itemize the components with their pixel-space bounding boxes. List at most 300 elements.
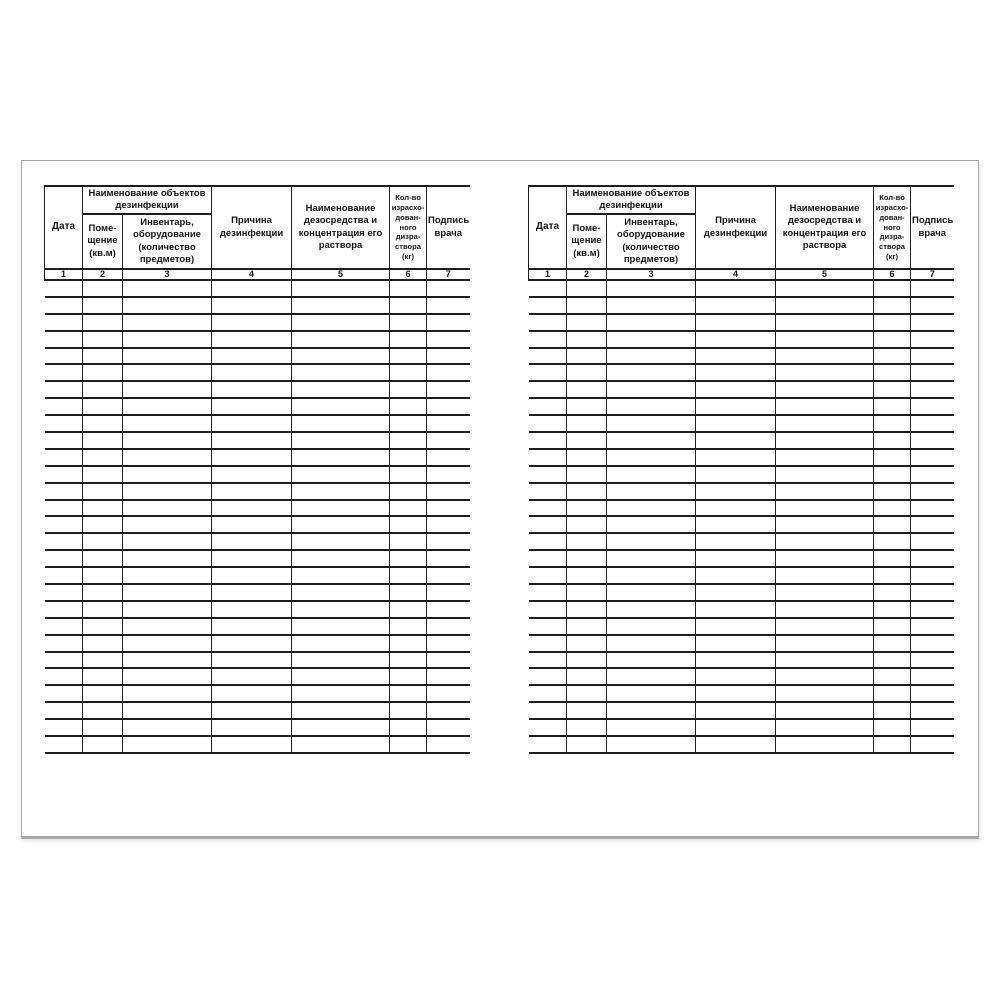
table-cell (607, 500, 696, 517)
table-cell (427, 736, 470, 753)
table-cell (427, 601, 470, 618)
table-cell (83, 550, 123, 567)
table-cell (427, 466, 470, 483)
table-cell (696, 466, 776, 483)
header-cell-inventory: Инвентарь, оборудование (количество предметов) (123, 214, 212, 269)
table-cell (123, 432, 212, 449)
table-cell (696, 719, 776, 736)
table-cell (45, 348, 83, 365)
table-cell (874, 466, 911, 483)
table-row (529, 449, 954, 466)
header-cell-disinfectant: Наименование дезосредства и концентрация его раствора (776, 186, 874, 269)
table-cell (292, 635, 390, 652)
table-cell (292, 584, 390, 601)
table-cell (696, 297, 776, 314)
table-cell (529, 550, 567, 567)
table-cell (83, 567, 123, 584)
column-number: 2 (83, 269, 123, 280)
table-cell (427, 381, 470, 398)
table-cell (83, 516, 123, 533)
table-cell (83, 719, 123, 736)
table-cell (390, 736, 427, 753)
table-cell (390, 702, 427, 719)
table-cell (83, 466, 123, 483)
header-cell-reason: Причина дезинфекции (212, 186, 292, 269)
column-number: 7 (427, 269, 470, 280)
table-cell (529, 618, 567, 635)
table-cell (607, 449, 696, 466)
table-cell (911, 483, 954, 500)
table-cell (83, 635, 123, 652)
header-cell-inventory: Инвентарь, оборудование (количество предметов) (607, 214, 696, 269)
table-cell (567, 719, 607, 736)
table-cell (874, 500, 911, 517)
table-cell (776, 685, 874, 702)
table-cell (529, 635, 567, 652)
table-cell (427, 618, 470, 635)
table-cell (123, 415, 212, 432)
table-cell (123, 736, 212, 753)
table-row (529, 331, 954, 348)
table-cell (45, 398, 83, 415)
table-cell (292, 668, 390, 685)
table-cell (292, 449, 390, 466)
table-cell (874, 432, 911, 449)
table-row (529, 702, 954, 719)
table-row (45, 635, 470, 652)
table-cell (427, 702, 470, 719)
table-cell (529, 652, 567, 669)
table-cell (45, 280, 83, 297)
table-cell (123, 364, 212, 381)
table-cell (911, 685, 954, 702)
table-cell (911, 601, 954, 618)
table-row (529, 668, 954, 685)
table-cell (390, 364, 427, 381)
table-cell (874, 533, 911, 550)
table-cell (874, 719, 911, 736)
table-cell (45, 314, 83, 331)
left-page-table (44, 185, 470, 754)
table-cell (212, 567, 292, 584)
table-cell (567, 381, 607, 398)
table-cell (874, 280, 911, 297)
table-cell (45, 601, 83, 618)
table-cell (427, 719, 470, 736)
table-cell (607, 668, 696, 685)
table-cell (390, 533, 427, 550)
table-cell (123, 550, 212, 567)
table-cell (567, 584, 607, 601)
table-cell (607, 736, 696, 753)
table-cell (911, 550, 954, 567)
table-cell (911, 364, 954, 381)
table-cell (427, 550, 470, 567)
table-cell (390, 381, 427, 398)
table-cell (123, 533, 212, 550)
table-cell (427, 567, 470, 584)
table-cell (696, 618, 776, 635)
table-cell (696, 449, 776, 466)
table-cell (83, 736, 123, 753)
table-cell (567, 364, 607, 381)
table-row (529, 466, 954, 483)
table-cell (212, 280, 292, 297)
table-cell (696, 500, 776, 517)
table-cell (45, 685, 83, 702)
table-cell (696, 348, 776, 365)
table-cell (427, 516, 470, 533)
table-cell (911, 533, 954, 550)
table-cell (123, 652, 212, 669)
table-cell (911, 415, 954, 432)
table-cell (292, 652, 390, 669)
table-cell (45, 702, 83, 719)
header-row-group (529, 186, 954, 214)
table-cell (292, 297, 390, 314)
table-cell (874, 483, 911, 500)
table-cell (45, 364, 83, 381)
table-cell (776, 635, 874, 652)
table-cell (776, 584, 874, 601)
table-row (45, 668, 470, 685)
table-cell (696, 280, 776, 297)
table-row (529, 432, 954, 449)
table-row (45, 364, 470, 381)
table-cell (874, 567, 911, 584)
table-cell (212, 635, 292, 652)
table-cell (696, 668, 776, 685)
table-row (45, 584, 470, 601)
table-cell (911, 449, 954, 466)
table-cell (529, 398, 567, 415)
table-cell (123, 702, 212, 719)
table-cell (83, 601, 123, 618)
table-cell (123, 719, 212, 736)
table-cell (567, 314, 607, 331)
table-cell (390, 331, 427, 348)
table-cell (874, 635, 911, 652)
table-cell (911, 314, 954, 331)
header-row-group (45, 186, 470, 214)
table-cell (607, 432, 696, 449)
table-cell (529, 483, 567, 500)
table-cell (776, 348, 874, 365)
table-cell (427, 314, 470, 331)
column-number: 1 (45, 269, 83, 280)
table-cell (212, 348, 292, 365)
table-cell (123, 280, 212, 297)
table-cell (567, 567, 607, 584)
table-cell (292, 364, 390, 381)
table-cell (123, 348, 212, 365)
table-row (529, 297, 954, 314)
table-cell (567, 736, 607, 753)
table-cell (874, 736, 911, 753)
table-cell (529, 297, 567, 314)
table-cell (529, 516, 567, 533)
table-cell (776, 668, 874, 685)
table-cell (83, 432, 123, 449)
table-cell (607, 635, 696, 652)
column-number: 7 (911, 269, 954, 280)
table-cell (696, 685, 776, 702)
table-cell (83, 500, 123, 517)
table-row (529, 483, 954, 500)
table-cell (874, 516, 911, 533)
table-cell (607, 483, 696, 500)
table-cell (83, 652, 123, 669)
table-cell (529, 601, 567, 618)
table-cell (911, 584, 954, 601)
table-row (529, 415, 954, 432)
table-cell (83, 668, 123, 685)
table-cell (776, 331, 874, 348)
table-cell (567, 280, 607, 297)
table-cell (607, 331, 696, 348)
table-cell (776, 533, 874, 550)
table-cell (911, 719, 954, 736)
table-cell (123, 381, 212, 398)
table-cell (292, 601, 390, 618)
table-cell (123, 601, 212, 618)
table-cell (390, 415, 427, 432)
table-cell (45, 635, 83, 652)
table-cell (696, 483, 776, 500)
table-cell (45, 668, 83, 685)
table-cell (911, 432, 954, 449)
table-cell (607, 364, 696, 381)
table-cell (390, 432, 427, 449)
table-cell (696, 550, 776, 567)
table-cell (911, 348, 954, 365)
table-cell (45, 584, 83, 601)
table-cell (529, 280, 567, 297)
table-cell (607, 398, 696, 415)
table-cell (123, 466, 212, 483)
table-cell (696, 415, 776, 432)
table-cell (607, 618, 696, 635)
table-cell (292, 736, 390, 753)
table-cell (427, 297, 470, 314)
table-cell (567, 516, 607, 533)
table-cell (607, 516, 696, 533)
table-cell (776, 550, 874, 567)
table-cell (45, 516, 83, 533)
table-cell (390, 584, 427, 601)
table-cell (607, 280, 696, 297)
table-row (529, 364, 954, 381)
table-cell (696, 516, 776, 533)
table-cell (123, 516, 212, 533)
table-cell (45, 449, 83, 466)
table-cell (874, 550, 911, 567)
table-cell (529, 719, 567, 736)
table-cell (427, 364, 470, 381)
table-cell (567, 415, 607, 432)
table-cell (567, 702, 607, 719)
table-cell (607, 584, 696, 601)
table-row (45, 297, 470, 314)
table-cell (911, 635, 954, 652)
table-cell (696, 736, 776, 753)
header-cell-objects-group: Наименование объектов дезинфекции (83, 186, 212, 214)
table-cell (212, 432, 292, 449)
header-cell-amount-used: Кол-во израсхо-дован-ного дизра-створа (кг) (390, 186, 427, 269)
table-cell (567, 398, 607, 415)
table-row (529, 618, 954, 635)
table-cell (45, 432, 83, 449)
table-cell (212, 364, 292, 381)
table-cell (874, 601, 911, 618)
table-row (45, 736, 470, 753)
table-cell (390, 280, 427, 297)
table-cell (607, 685, 696, 702)
table-cell (776, 652, 874, 669)
table-cell (390, 550, 427, 567)
table-row (529, 314, 954, 331)
table-cell (567, 685, 607, 702)
table-cell (292, 466, 390, 483)
log-table-body (529, 280, 954, 753)
table-cell (83, 702, 123, 719)
table-cell (212, 668, 292, 685)
table-cell (874, 618, 911, 635)
table-cell (874, 398, 911, 415)
table-cell (427, 449, 470, 466)
table-cell (45, 483, 83, 500)
table-cell (567, 483, 607, 500)
table-row (45, 314, 470, 331)
table-cell (390, 483, 427, 500)
table-row (45, 550, 470, 567)
table-cell (696, 398, 776, 415)
table-cell (776, 736, 874, 753)
table-cell (390, 685, 427, 702)
header-cell-amount-used: Кол-во израсхо-дован-ного дизра-створа (кг) (874, 186, 911, 269)
table-cell (607, 652, 696, 669)
table-row (45, 483, 470, 500)
table-cell (83, 331, 123, 348)
table-cell (45, 381, 83, 398)
table-cell (911, 516, 954, 533)
column-number: 6 (390, 269, 427, 280)
table-cell (776, 297, 874, 314)
table-cell (212, 483, 292, 500)
table-cell (390, 297, 427, 314)
table-cell (212, 314, 292, 331)
table-cell (607, 719, 696, 736)
table-cell (212, 601, 292, 618)
table-cell (212, 516, 292, 533)
table-cell (292, 483, 390, 500)
table-cell (83, 398, 123, 415)
log-table-header (45, 186, 470, 280)
table-cell (83, 415, 123, 432)
table-cell (776, 719, 874, 736)
table-cell (427, 668, 470, 685)
table-cell (529, 702, 567, 719)
table-cell (607, 567, 696, 584)
table-cell (390, 348, 427, 365)
table-cell (83, 685, 123, 702)
table-cell (212, 381, 292, 398)
table-cell (567, 635, 607, 652)
table-cell (123, 297, 212, 314)
header-row-numbers (45, 269, 470, 280)
table-row (45, 432, 470, 449)
table-cell (390, 500, 427, 517)
table-cell (212, 618, 292, 635)
table-cell (567, 297, 607, 314)
table-row (529, 381, 954, 398)
table-row (529, 601, 954, 618)
table-cell (212, 736, 292, 753)
table-cell (45, 415, 83, 432)
table-cell (874, 364, 911, 381)
table-cell (390, 314, 427, 331)
table-cell (567, 331, 607, 348)
table-cell (212, 449, 292, 466)
table-cell (292, 550, 390, 567)
column-number: 5 (776, 269, 874, 280)
table-cell (83, 381, 123, 398)
table-cell (212, 398, 292, 415)
table-cell (874, 381, 911, 398)
header-cell-doctor-signature: Подпись врача (427, 186, 470, 269)
table-cell (390, 635, 427, 652)
table-cell (123, 331, 212, 348)
table-cell (696, 381, 776, 398)
table-cell (567, 550, 607, 567)
table-cell (776, 314, 874, 331)
table-row (529, 516, 954, 533)
column-number: 2 (567, 269, 607, 280)
table-cell (45, 736, 83, 753)
table-cell (45, 618, 83, 635)
table-cell (123, 635, 212, 652)
table-cell (776, 466, 874, 483)
table-cell (911, 652, 954, 669)
table-cell (776, 280, 874, 297)
table-cell (607, 601, 696, 618)
table-cell (607, 702, 696, 719)
header-row-numbers (529, 269, 954, 280)
header-cell-reason: Причина дезинфекции (696, 186, 776, 269)
table-cell (292, 719, 390, 736)
table-cell (776, 381, 874, 398)
table-cell (776, 398, 874, 415)
table-cell (911, 398, 954, 415)
table-cell (83, 584, 123, 601)
table-cell (83, 280, 123, 297)
table-cell (45, 331, 83, 348)
table-row (529, 685, 954, 702)
table-cell (529, 331, 567, 348)
table-row (529, 500, 954, 517)
table-row (529, 280, 954, 297)
header-cell-doctor-signature: Подпись врача (911, 186, 954, 269)
table-cell (427, 652, 470, 669)
table-cell (529, 314, 567, 331)
column-number: 4 (696, 269, 776, 280)
table-row (45, 280, 470, 297)
table-cell (123, 483, 212, 500)
table-row (45, 567, 470, 584)
table-cell (529, 415, 567, 432)
table-cell (874, 652, 911, 669)
table-cell (911, 381, 954, 398)
